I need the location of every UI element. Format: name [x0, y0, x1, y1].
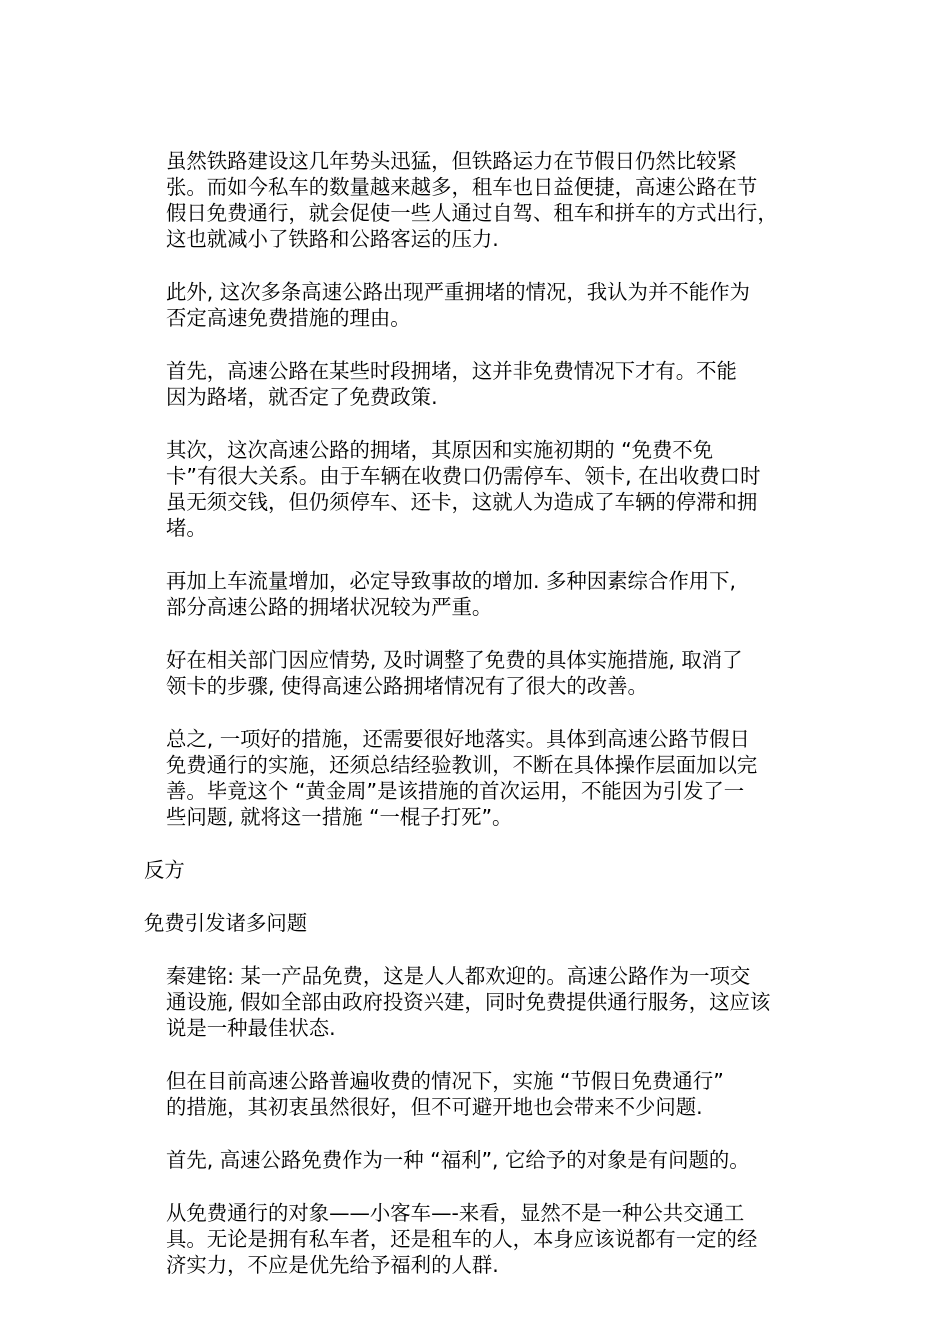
text-line: 此外, 这次多条高速公路出现严重拥堵的情况，我认为并不能作为	[166, 280, 750, 304]
text-line: 首先，高速公路在某些时段拥堵，这并非免费情况下才有。不能	[166, 359, 737, 383]
text-line: 善。毕竟这个 “黄金周”是该措施的首次运用，不能因为引发了一	[166, 779, 745, 803]
paragraph	[144, 647, 814, 699]
text-line: 免费通行的实施，还须总结经验教训，不断在具体操作层面加以完	[166, 753, 758, 777]
text-line: 张。而如今私车的数量越来越多，租车也日益便捷，高速公路在节	[166, 175, 758, 199]
paragraph	[144, 726, 814, 830]
paragraph	[144, 857, 814, 883]
paragraph	[144, 437, 814, 541]
paragraph	[144, 1068, 814, 1120]
text-line: 领卡的步骤, 使得高速公路拥堵情况有了很大的改善。	[166, 674, 648, 698]
text-line: 具。无论是拥有私车者，还是租车的人，本身应该说都有一定的经	[166, 1227, 758, 1251]
text-line: 从免费通行的对象——小客车—-来看，显然不是一种公共交通工	[166, 1201, 745, 1225]
text-line: 堵。	[166, 516, 207, 540]
text-line: 虽然铁路建设这几年势头迅猛，但铁路运力在节假日仍然比较紧	[166, 149, 737, 173]
text-line: 虽无须交钱，但仍须停车、还卡，这就人为造成了车辆的停滞和拥	[166, 490, 758, 514]
text-line: 通设施, 假如全部由政府投资兴建，同时免费提供通行服务，这应该	[166, 990, 771, 1014]
text-line: 因为路堵，就否定了免费政策.	[166, 385, 438, 409]
text-line: 免费引发诸多问题	[144, 911, 308, 935]
paragraph	[144, 148, 814, 252]
text-line: 的措施，其初衷虽然很好，但不可避开地也会带来不少问题.	[166, 1095, 703, 1119]
text-line: 说是一种最佳状态.	[166, 1016, 336, 1040]
paragraph	[144, 910, 814, 936]
text-line: 其次，这次高速公路的拥堵，其原因和实施初期的 “免费不免	[166, 438, 714, 462]
text-line: 首先, 高速公路免费作为一种 “福利”, 它给予的对象是有问题的。	[166, 1148, 750, 1172]
text-line: 总之, 一项好的措施，还需要很好地落实。具体到高速公路节假日	[166, 727, 750, 751]
paragraph	[144, 1147, 814, 1173]
paragraph	[144, 963, 814, 1041]
paragraph	[144, 358, 814, 410]
text-line: 否定高速免费措施的理由。	[166, 306, 411, 330]
text-line: 秦建铭: 某一产品免费，这是人人都欢迎的。高速公路作为一项交	[166, 964, 751, 988]
document-page	[144, 148, 814, 1305]
paragraph	[144, 279, 814, 331]
text-line: 济实力，不应是优先给予福利的人群.	[166, 1253, 499, 1277]
text-line: 好在相关部门因应情势, 及时调整了免费的具体实施措施, 取消了	[166, 648, 743, 672]
paragraph	[144, 568, 814, 620]
text-line: 卡”有很大关系。由于车辆在收费口仍需停车、领卡, 在出收费口时	[166, 464, 761, 488]
text-line: 这也就减小了铁路和公路客运的压力.	[166, 227, 499, 251]
text-line: 反方	[144, 858, 185, 882]
paragraph	[144, 1200, 814, 1278]
text-line: 假日免费通行，就会促使一些人通过自驾、租车和拼车的方式出行，	[166, 201, 778, 225]
text-line: 些问题, 就将这一措施 “一棍子打死”。	[166, 805, 513, 829]
text-line: 部分高速公路的拥堵状况较为严重。	[166, 595, 493, 619]
text-line: 但在目前高速公路普遍收费的情况下，实施 “节假日免费通行”	[166, 1069, 724, 1093]
text-line: 再加上车流量增加，必定导致事故的增加. 多种因素综合作用下,	[166, 569, 736, 593]
